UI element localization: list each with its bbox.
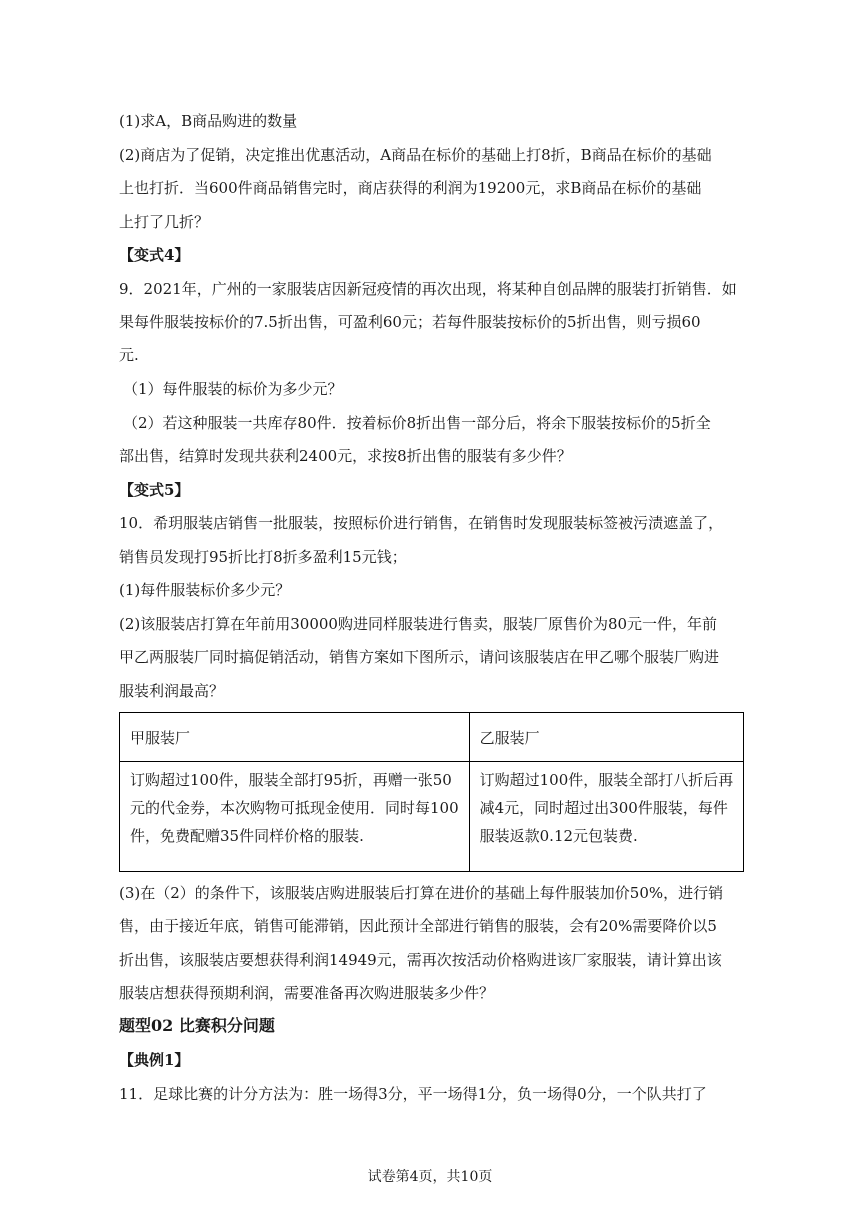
question-9-part-1: （1）每件服装的标价为多少元？ <box>123 380 343 398</box>
question-10-stem: 10．希玥服装店销售一批服装，按照标价进行销售，在销售时发现服装标签被污渍遮盖了， <box>119 514 724 532</box>
question-10-part-3-cont: 售，由于接近年底，销售可能滞销，因此预计全部进行销售的服装，会有20%需要降价以5 <box>119 917 717 935</box>
question-10-part-2-cont: 甲乙两服装厂同时搞促销活动，销售方案如下图所示，请问该服装店在甲乙哪个服装厂购进 <box>119 648 720 666</box>
question-8-part-2: (2)商店为了促销，决定推出优惠活动，A商品在标价的基础上打8折，B商品在标价的基础 <box>119 146 712 164</box>
question-8-part-2-cont: 上打了几折？ <box>119 213 210 231</box>
cell-line: 元的代金券，本次购物可抵现金使用．同时每100 <box>130 799 459 817</box>
table-header-factory-yi: 乙服装厂 <box>469 713 744 762</box>
question-10-part-3-cont: 服装店想获得预期利润，需要准备再次购进服装多少件？ <box>119 984 495 1002</box>
question-11-stem: 11．足球比赛的计分方法为：胜一场得3分，平一场得1分，负一场得0分，一个队共打了 <box>119 1085 707 1103</box>
cell-line: 服装返款0.12元包装费. <box>479 827 638 845</box>
table-header-factory-jia: 甲服装厂 <box>120 713 470 762</box>
question-9-stem-cont: 果每件服装按标价的7.5折出售，可盈利60元；若每件服装按标价的5折出售，则亏损60 <box>119 313 701 331</box>
example-1-heading: 【典例1】 <box>119 1051 190 1069</box>
cell-line: 件，免费配赠35件同样价格的服装. <box>130 827 364 845</box>
question-10-part-1: (1)每件服装标价多少元？ <box>119 581 291 599</box>
question-10-part-2-cont: 服装利润最高？ <box>119 682 225 700</box>
question-10-part-3: (3)在（2）的条件下，该服装店购进服装后打算在进价的基础上每件服装加价50%，进行销 <box>119 884 724 902</box>
promotion-table <box>119 712 744 872</box>
question-8-part-1: (1)求A，B商品购进的数量 <box>119 112 298 130</box>
question-10-part-2: (2)该服装店打算在年前用30000购进同样服装进行售卖，服装厂原售价为80元一件，年前 <box>119 615 718 633</box>
table-cell-factory-jia-offer <box>120 762 470 872</box>
question-8-part-2-cont: 上也打折．当600件商品销售完时，商店获得的利润为19200元，求B商品在标价的基础 <box>119 179 702 197</box>
question-10-stem-cont: 销售员发现打95折比打8折多盈利15元钱； <box>119 548 407 566</box>
question-9-part-2-cont: 部出售，结算时发现共获利2400元，求按8折出售的服装有多少件？ <box>119 447 572 465</box>
page-footer: 试卷第4页，共10页 <box>367 1169 493 1185</box>
cell-line: 减4元，同时超过出300件服装，每件 <box>479 799 728 817</box>
question-9-stem-cont: 元. <box>119 346 139 364</box>
cell-line: 订购超过100件，服装全部打八折后再 <box>479 771 734 789</box>
variant-5-heading: 【变式5】 <box>119 481 190 499</box>
variant-4-heading: 【变式4】 <box>119 246 190 264</box>
cell-line: 订购超过100件，服装全部打95折，再赠一张50 <box>130 771 452 789</box>
table-cell-factory-yi-offer <box>469 762 744 872</box>
question-9-part-2: （2）若这种服装一共库存80件．按着标价8折出售一部分后，将余下服装按标价的5折全 <box>123 414 711 432</box>
question-9-stem: 9．2021年，广州的一家服装店因新冠疫情的再次出现，将某种自创品牌的服装打折销售．如 <box>119 280 737 298</box>
question-10-part-3-cont: 折出售，该服装店要想获得利润14949元，需再次按活动价格购进该厂家服装，请计算出该 <box>119 951 722 969</box>
section-heading-type-02: 题型02 比赛积分问题 <box>119 1016 275 1035</box>
